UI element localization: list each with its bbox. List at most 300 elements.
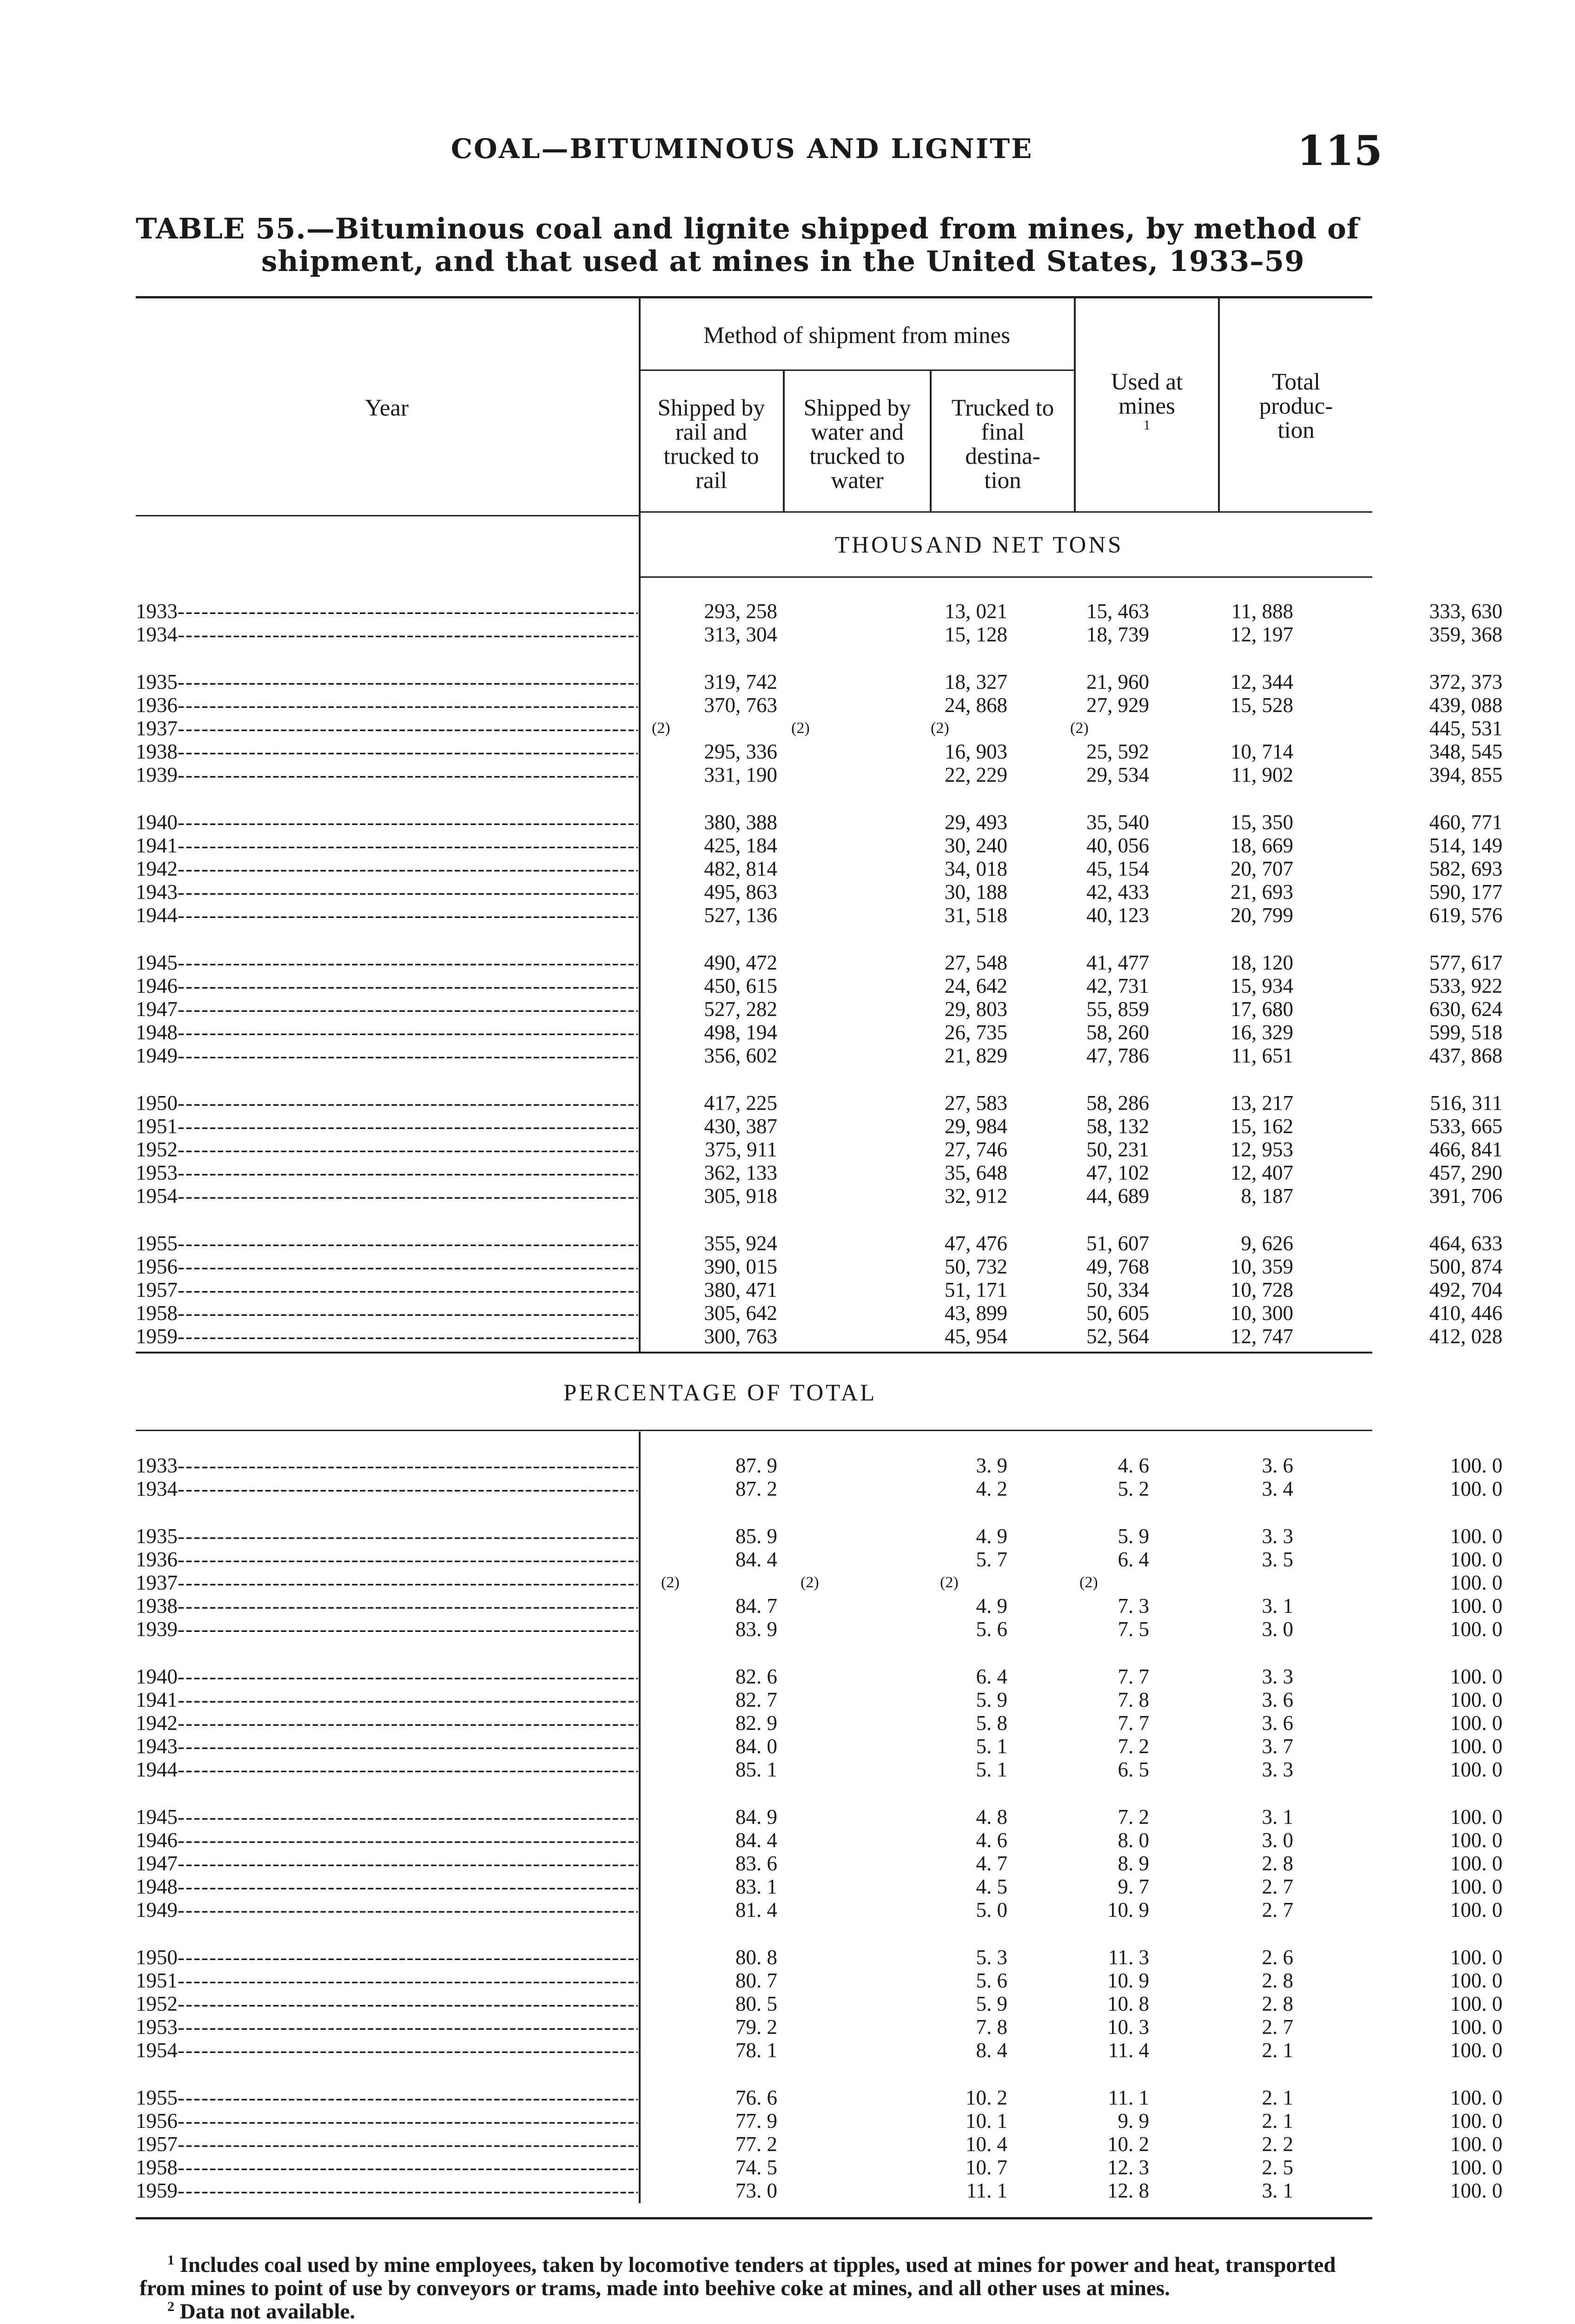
cell-water: 29, 493	[945, 811, 1007, 834]
cell-water: 10. 1	[966, 2109, 1007, 2133]
used-at-mines-column-header: Used at mines $^1$	[1111, 369, 1183, 433]
year-column-header: Year	[365, 395, 409, 421]
cell-used: 21, 693	[1231, 880, 1293, 904]
row-year: 1953 -----	[136, 1161, 638, 1184]
table-row	[136, 1992, 1502, 2015]
cell-rail: 82. 7	[735, 1688, 777, 1711]
table-row	[136, 1184, 1502, 1208]
cell-truck: 7. 7	[1118, 1665, 1149, 1688]
table-row	[136, 1875, 1502, 1898]
table-row	[136, 740, 1502, 763]
table-row	[136, 1477, 1502, 1500]
cell-water: 30, 240	[945, 834, 1007, 857]
cell-water: 35, 648	[945, 1161, 1007, 1184]
table-row	[136, 1091, 1502, 1115]
cell-truck: 11. 3	[1108, 1946, 1149, 1969]
row-year: 1938 -----	[136, 1594, 638, 1618]
cell-truck: 7. 2	[1118, 1735, 1149, 1758]
cell-total: 100. 0	[1450, 1711, 1502, 1735]
column-header-bottom-rule	[640, 511, 1372, 513]
cell-rail: 73. 0	[735, 2179, 777, 2202]
table-row	[136, 1525, 1502, 1548]
cell-used: 3. 1	[1262, 1594, 1293, 1618]
cell-truck: 4. 6	[1118, 1454, 1149, 1477]
table-row	[136, 717, 1502, 740]
cell-truck: 44, 689	[1086, 1184, 1149, 1208]
not-available-mark: (2)	[1079, 1574, 1098, 1591]
row-year: 1949 -----	[136, 1044, 638, 1067]
row-year: 1947 -----	[136, 997, 638, 1021]
cell-rail: 79. 2	[735, 2015, 777, 2039]
cell-rail: 370, 763	[704, 693, 777, 717]
cell-truck: 40, 056	[1086, 834, 1149, 857]
cell-truck: 9. 7	[1118, 1875, 1149, 1898]
running-title: COAL—BITUMINOUS AND LIGNITE	[451, 133, 1033, 165]
cell-truck: 7. 8	[1118, 1688, 1149, 1711]
cell-water: 7. 8	[976, 2015, 1007, 2039]
table-row	[136, 600, 1502, 623]
row-year: 1957 -----	[136, 2133, 638, 2156]
cell-rail: 83. 6	[735, 1852, 777, 1875]
cell-truck: 10. 9	[1107, 1898, 1149, 1921]
cell-water: 51, 171	[945, 1278, 1007, 1301]
table-row	[136, 1969, 1502, 1992]
cell-used: 15, 162	[1231, 1115, 1293, 1138]
cell-water: 4. 7	[976, 1852, 1007, 1875]
cell-truck: 52, 564	[1086, 1325, 1149, 1348]
tons-section	[136, 600, 1502, 1353]
cell-truck: 40, 123	[1086, 904, 1149, 927]
cell-used: 2. 5	[1262, 2156, 1293, 2179]
row-year: 1940 -----	[136, 811, 638, 834]
cell-rail: 305, 918	[704, 1184, 777, 1208]
cell-rail: 81. 4	[735, 1898, 777, 1921]
row-year: 1945 -----	[136, 1805, 638, 1829]
cell-rail: 380, 388	[704, 811, 777, 834]
row-year: 1941 -----	[136, 834, 638, 857]
cell-total: 100. 0	[1450, 1946, 1502, 1969]
cell-water: 16, 903	[945, 740, 1007, 763]
cell-total: 100. 0	[1450, 1735, 1502, 1758]
cell-rail: 313, 304	[704, 623, 777, 646]
cell-used: 20, 707	[1231, 857, 1293, 880]
cell-water: 24, 642	[945, 974, 1007, 997]
cell-water: 5. 6	[976, 1969, 1007, 1992]
cell-water: 10. 2	[966, 2086, 1007, 2109]
cell-used: 15, 934	[1231, 974, 1293, 997]
cell-rail: 300, 763	[704, 1325, 777, 1348]
not-available-mark: (2)	[791, 720, 810, 737]
cell-rail: 80. 5	[735, 1992, 777, 2015]
row-year: 1958 -----	[136, 1301, 638, 1325]
table-row	[136, 2179, 1502, 2202]
cell-total: 630, 624	[1429, 997, 1502, 1021]
cell-used: 3. 0	[1262, 1618, 1293, 1641]
cell-rail: 527, 136	[704, 904, 777, 927]
cell-truck: 8. 9	[1118, 1852, 1149, 1875]
cell-water: 5. 3	[976, 1946, 1007, 1969]
cell-water: 8. 4	[976, 2039, 1007, 2062]
cell-truck: 7. 5	[1118, 1618, 1149, 1641]
cell-used: 3. 7	[1262, 1735, 1293, 1758]
method-group-header: Method of shipment from mines	[703, 323, 1011, 349]
row-year: 1954 -----	[136, 1184, 638, 1208]
cell-truck: 6. 5	[1118, 1758, 1149, 1781]
cell-rail: 77. 2	[735, 2133, 777, 2156]
cell-water: 4. 6	[976, 1829, 1007, 1852]
cell-rail: 331, 190	[704, 763, 777, 786]
cell-water: 15, 128	[945, 623, 1007, 646]
table-row	[136, 997, 1502, 1021]
table-row	[136, 834, 1502, 857]
unit-label-percentage: PERCENTAGE OF TOTAL	[563, 1380, 877, 1406]
cell-total: 100. 0	[1450, 2086, 1502, 2109]
row-year: 1937 -----	[136, 717, 638, 740]
total-production-column-header: Total produc- tion	[1259, 369, 1333, 443]
cell-truck: 10. 3	[1107, 2015, 1149, 2039]
row-year: 1934 -----	[136, 623, 638, 646]
row-year: 1944 -----	[136, 904, 638, 927]
table-title-line2: shipment, and that used at mines in the United States, 1933–59	[261, 245, 1305, 278]
cell-total: 100. 0	[1450, 1898, 1502, 1921]
not-available-mark: (2)	[652, 720, 670, 737]
cell-rail: 417, 225	[704, 1091, 777, 1115]
cell-water: 11. 1	[966, 2179, 1007, 2202]
table-row	[136, 1735, 1502, 1758]
cell-rail: 375, 911	[705, 1138, 777, 1161]
table-row	[136, 880, 1502, 904]
cell-total: 590, 177	[1429, 880, 1502, 904]
cell-used: 3. 3	[1262, 1665, 1293, 1688]
cell-used: 18, 120	[1231, 951, 1293, 974]
cell-water: 10. 4	[966, 2133, 1007, 2156]
table-row	[136, 1571, 1502, 1594]
cell-used: 2. 6	[1262, 1946, 1293, 1969]
cell-used: 10, 359	[1231, 1255, 1293, 1278]
percentage-label-rule	[136, 1430, 1372, 1431]
row-year: 1936 -----	[136, 1548, 638, 1571]
cell-water: 29, 803	[945, 997, 1007, 1021]
cell-total: 514, 149	[1429, 834, 1502, 857]
cell-rail: 319, 742	[704, 670, 777, 693]
cell-used: 9, 626	[1241, 1232, 1293, 1255]
cell-water: 13, 021	[945, 600, 1007, 623]
row-year: 1942 -----	[136, 857, 638, 880]
cell-truck: 50, 605	[1086, 1301, 1149, 1325]
cell-water: 34, 018	[945, 857, 1007, 880]
cell-rail: 430, 387	[704, 1115, 777, 1138]
row-year: 1933 -----	[136, 600, 638, 623]
cell-rail: 74. 5	[735, 2156, 777, 2179]
cell-total: 100. 0	[1450, 1665, 1502, 1688]
cell-total: 100. 0	[1450, 1477, 1502, 1500]
cell-used: 12, 407	[1231, 1161, 1293, 1184]
cell-truck: 42, 433	[1086, 880, 1149, 904]
cell-rail: 82. 6	[735, 1665, 777, 1688]
cell-used: 2. 7	[1262, 1875, 1293, 1898]
cell-used: 2. 8	[1262, 1852, 1293, 1875]
cell-rail: 482, 814	[704, 857, 777, 880]
cell-total: 500, 874	[1429, 1255, 1502, 1278]
cell-used: 3. 1	[1262, 2179, 1293, 2202]
row-year: 1939 -----	[136, 1618, 638, 1641]
cell-rail: 355, 924	[704, 1232, 777, 1255]
cell-total: 100. 0	[1450, 2109, 1502, 2133]
cell-used: 13, 217	[1231, 1091, 1293, 1115]
not-available-mark: (2)	[1070, 720, 1089, 737]
cell-total: 359, 368	[1429, 623, 1502, 646]
cell-total: 100. 0	[1450, 2156, 1502, 2179]
cell-rail: 85. 1	[735, 1758, 777, 1781]
table-row	[136, 2133, 1502, 2156]
row-year: 1935 -----	[136, 670, 638, 693]
cell-truck: 25, 592	[1086, 740, 1149, 763]
cell-water: 4. 8	[976, 1805, 1007, 1829]
cell-water: 27, 583	[945, 1091, 1007, 1115]
table-row	[136, 670, 1502, 693]
table-row	[136, 1758, 1502, 1781]
cell-truck: 11. 4	[1108, 2039, 1149, 2062]
row-year: 1955 -----	[136, 2086, 638, 2109]
cell-total: 100. 0	[1450, 1852, 1502, 1875]
table-row	[136, 1805, 1502, 1829]
table-row	[136, 1665, 1502, 1688]
cell-rail: 84. 9	[735, 1805, 777, 1829]
table-bottom-rule	[136, 2217, 1372, 2219]
cell-used: 12, 953	[1231, 1138, 1293, 1161]
cell-used: 2. 7	[1262, 1898, 1293, 1921]
cell-total: 437, 868	[1429, 1044, 1502, 1067]
cell-used: 2. 1	[1262, 2086, 1293, 2109]
cell-truck: 58, 286	[1086, 1091, 1149, 1115]
cell-truck: 10. 2	[1107, 2133, 1149, 2156]
cell-total: 100. 0	[1450, 2133, 1502, 2156]
cell-used: 3. 6	[1262, 1454, 1293, 1477]
cell-water: 5. 9	[976, 1688, 1007, 1711]
table-row	[136, 2086, 1502, 2109]
footnote-2: $^2$ Data not available.	[167, 2299, 356, 2324]
cell-water: 47, 476	[945, 1232, 1007, 1255]
cell-truck: 12. 3	[1107, 2156, 1149, 2179]
not-available-mark: (2)	[931, 720, 949, 737]
cell-total: 100. 0	[1450, 2179, 1502, 2202]
cell-rail: 84. 7	[735, 1594, 777, 1618]
table-row	[136, 1618, 1502, 1641]
cell-used: 10, 300	[1231, 1301, 1293, 1325]
cell-rail: 380, 471	[704, 1278, 777, 1301]
table-title-line1: TABLE 55.—Bituminous coal and lignite shipped from mines, by method of	[136, 212, 1360, 245]
row-year: 1947 -----	[136, 1852, 638, 1875]
cell-total: 100. 0	[1450, 2015, 1502, 2039]
cell-truck: 11. 1	[1108, 2086, 1149, 2109]
cell-used: 3. 3	[1262, 1758, 1293, 1781]
cell-used: 2. 1	[1262, 2039, 1293, 2062]
cell-truck: 49, 768	[1086, 1255, 1149, 1278]
row-year: 1943 -----	[136, 880, 638, 904]
table-row	[136, 693, 1502, 717]
not-available-mark: (2)	[801, 1574, 819, 1591]
footnote-ref-1: 1	[1143, 417, 1151, 433]
cell-used: 8, 187	[1241, 1184, 1293, 1208]
cell-used: 15, 528	[1231, 693, 1293, 717]
cell-water: 43, 899	[945, 1301, 1007, 1325]
cell-water: 45, 954	[945, 1325, 1007, 1348]
cell-truck: 58, 132	[1086, 1115, 1149, 1138]
cell-rail: 84. 4	[735, 1829, 777, 1852]
cell-truck: 50, 334	[1086, 1278, 1149, 1301]
table-row	[136, 1852, 1502, 1875]
table-row	[136, 2015, 1502, 2039]
cell-water: 21, 829	[945, 1044, 1007, 1067]
table-row	[136, 1138, 1502, 1161]
cell-water: 30, 188	[945, 880, 1007, 904]
cell-truck: 58, 260	[1086, 1021, 1149, 1044]
cell-used: 15, 350	[1231, 811, 1293, 834]
cell-total: 100. 0	[1450, 1969, 1502, 1992]
unit-label-bottom-rule	[640, 576, 1372, 578]
cell-total: 100. 0	[1450, 1805, 1502, 1829]
table-top-rule	[136, 296, 1372, 298]
cell-water: 27, 548	[945, 951, 1007, 974]
cell-used: 2. 8	[1262, 1969, 1293, 1992]
cell-truck: 41, 477	[1086, 951, 1149, 974]
row-year: 1955 -----	[136, 1232, 638, 1255]
row-year: 1959 -----	[136, 2179, 638, 2202]
table-row	[136, 1688, 1502, 1711]
row-year: 1952 -----	[136, 1138, 638, 1161]
row-year: 1933 -----	[136, 1454, 638, 1477]
cell-rail: 78. 1	[735, 2039, 777, 2062]
table-row	[136, 1454, 1502, 1477]
cell-used: 2. 7	[1262, 2015, 1293, 2039]
table-row	[136, 1594, 1502, 1618]
cell-truck: 47, 786	[1086, 1044, 1149, 1067]
cell-total: 457, 290	[1429, 1161, 1502, 1184]
cell-rail: 83. 9	[735, 1618, 777, 1641]
cell-truck: 42, 731	[1086, 974, 1149, 997]
cell-rail: 80. 8	[735, 1946, 777, 1969]
row-year: 1953 -----	[136, 2015, 638, 2039]
cell-truck: 51, 607	[1086, 1232, 1149, 1255]
table-row	[136, 1711, 1502, 1735]
cell-total: 464, 633	[1429, 1232, 1502, 1255]
cell-water: 50, 732	[945, 1255, 1007, 1278]
water-column-header: Shipped by water and trucked to water	[803, 395, 911, 494]
percentage-section	[136, 1454, 1502, 2207]
cell-total: 333, 630	[1429, 600, 1502, 623]
cell-truck: 7. 2	[1118, 1805, 1149, 1829]
cell-total: 439, 088	[1429, 693, 1502, 717]
cell-truck: 29, 534	[1086, 763, 1149, 786]
cell-truck: 7. 3	[1118, 1594, 1149, 1618]
row-year: 1958 -----	[136, 2156, 638, 2179]
table-row	[136, 951, 1502, 974]
row-year: 1941 -----	[136, 1688, 638, 1711]
year-header-bottom-rule	[136, 515, 640, 516]
cell-total: 394, 855	[1429, 763, 1502, 786]
cell-used: 16, 329	[1231, 1021, 1293, 1044]
row-year: 1936 -----	[136, 693, 638, 717]
table-row	[136, 857, 1502, 880]
cell-total: 100. 0	[1450, 1454, 1502, 1477]
row-year: 1950 -----	[136, 1946, 638, 1969]
footnotes	[139, 2253, 1376, 2323]
cell-total: 412, 028	[1429, 1325, 1502, 1348]
cell-rail: 77. 9	[735, 2109, 777, 2133]
cell-rail: 390, 015	[704, 1255, 777, 1278]
table-row	[136, 1021, 1502, 1044]
row-year: 1950 -----	[136, 1091, 638, 1115]
cell-used: 20, 799	[1231, 904, 1293, 927]
cell-total: 100. 0	[1450, 2039, 1502, 2062]
cell-used: 18, 669	[1231, 834, 1293, 857]
cell-water: 24, 868	[945, 693, 1007, 717]
cell-total: 410, 446	[1429, 1301, 1502, 1325]
cell-total: 445, 531	[1429, 717, 1502, 740]
cell-total: 100. 0	[1450, 1758, 1502, 1781]
row-year: 1935 -----	[136, 1525, 638, 1548]
cell-total: 533, 922	[1429, 974, 1502, 997]
cell-truck: 55, 859	[1086, 997, 1149, 1021]
cell-water: 5. 0	[976, 1898, 1007, 1921]
cell-used: 12, 344	[1231, 670, 1293, 693]
cell-rail: 83. 1	[735, 1875, 777, 1898]
cell-water: 4. 9	[976, 1525, 1007, 1548]
table-title	[136, 213, 1372, 278]
row-year: 1957 -----	[136, 1278, 638, 1301]
cell-used: 12, 197	[1231, 623, 1293, 646]
cell-total: 100. 0	[1450, 1571, 1502, 1594]
cell-water: 18, 327	[945, 670, 1007, 693]
cell-truck: 10. 9	[1107, 1969, 1149, 1992]
cell-rail: 85. 9	[735, 1525, 777, 1548]
cell-water: 29, 984	[945, 1115, 1007, 1138]
footnote-1: $^1$ Includes coal used by mine employees, taken by locomotive tenders at tipples, used at mines for power and heat, transported from mines to point of use by conveyors or trams, made into beehive coke at mines, and all other uses at mines.	[139, 2252, 1336, 2300]
cell-truck: 9. 9	[1118, 2109, 1149, 2133]
cell-used: 3. 0	[1262, 1829, 1293, 1852]
row-year: 1959 -----	[136, 1325, 638, 1348]
table-row	[136, 1946, 1502, 1969]
row-year: 1954 -----	[136, 2039, 638, 2062]
cell-rail: 425, 184	[704, 834, 777, 857]
row-year: 1946 -----	[136, 974, 638, 997]
table-row	[136, 1898, 1502, 1921]
cell-used: 10, 728	[1231, 1278, 1293, 1301]
cell-rail: 295, 336	[704, 740, 777, 763]
not-available-mark: (2)	[661, 1574, 680, 1591]
cell-total: 100. 0	[1450, 1618, 1502, 1641]
cell-total: 100. 0	[1450, 1688, 1502, 1711]
page-number: 115	[1297, 126, 1383, 175]
table-row	[136, 2156, 1502, 2179]
cell-water: 5. 8	[976, 1711, 1007, 1735]
cell-rail: 293, 258	[704, 600, 777, 623]
table-row	[136, 974, 1502, 997]
cell-water: 32, 912	[945, 1184, 1007, 1208]
group-header-rule	[640, 370, 1074, 371]
cell-truck: 50, 231	[1086, 1138, 1149, 1161]
row-year: 1948 -----	[136, 1875, 638, 1898]
row-year: 1956 -----	[136, 1255, 638, 1278]
row-year: 1943 -----	[136, 1735, 638, 1758]
row-year: 1937 -----	[136, 1571, 638, 1594]
cell-total: 599, 518	[1429, 1021, 1502, 1044]
table-row	[136, 2109, 1502, 2133]
row-year: 1951 -----	[136, 1969, 638, 1992]
cell-truck: 10. 8	[1107, 1992, 1149, 2015]
cell-truck: 35, 540	[1086, 811, 1149, 834]
table-row	[136, 1255, 1502, 1278]
